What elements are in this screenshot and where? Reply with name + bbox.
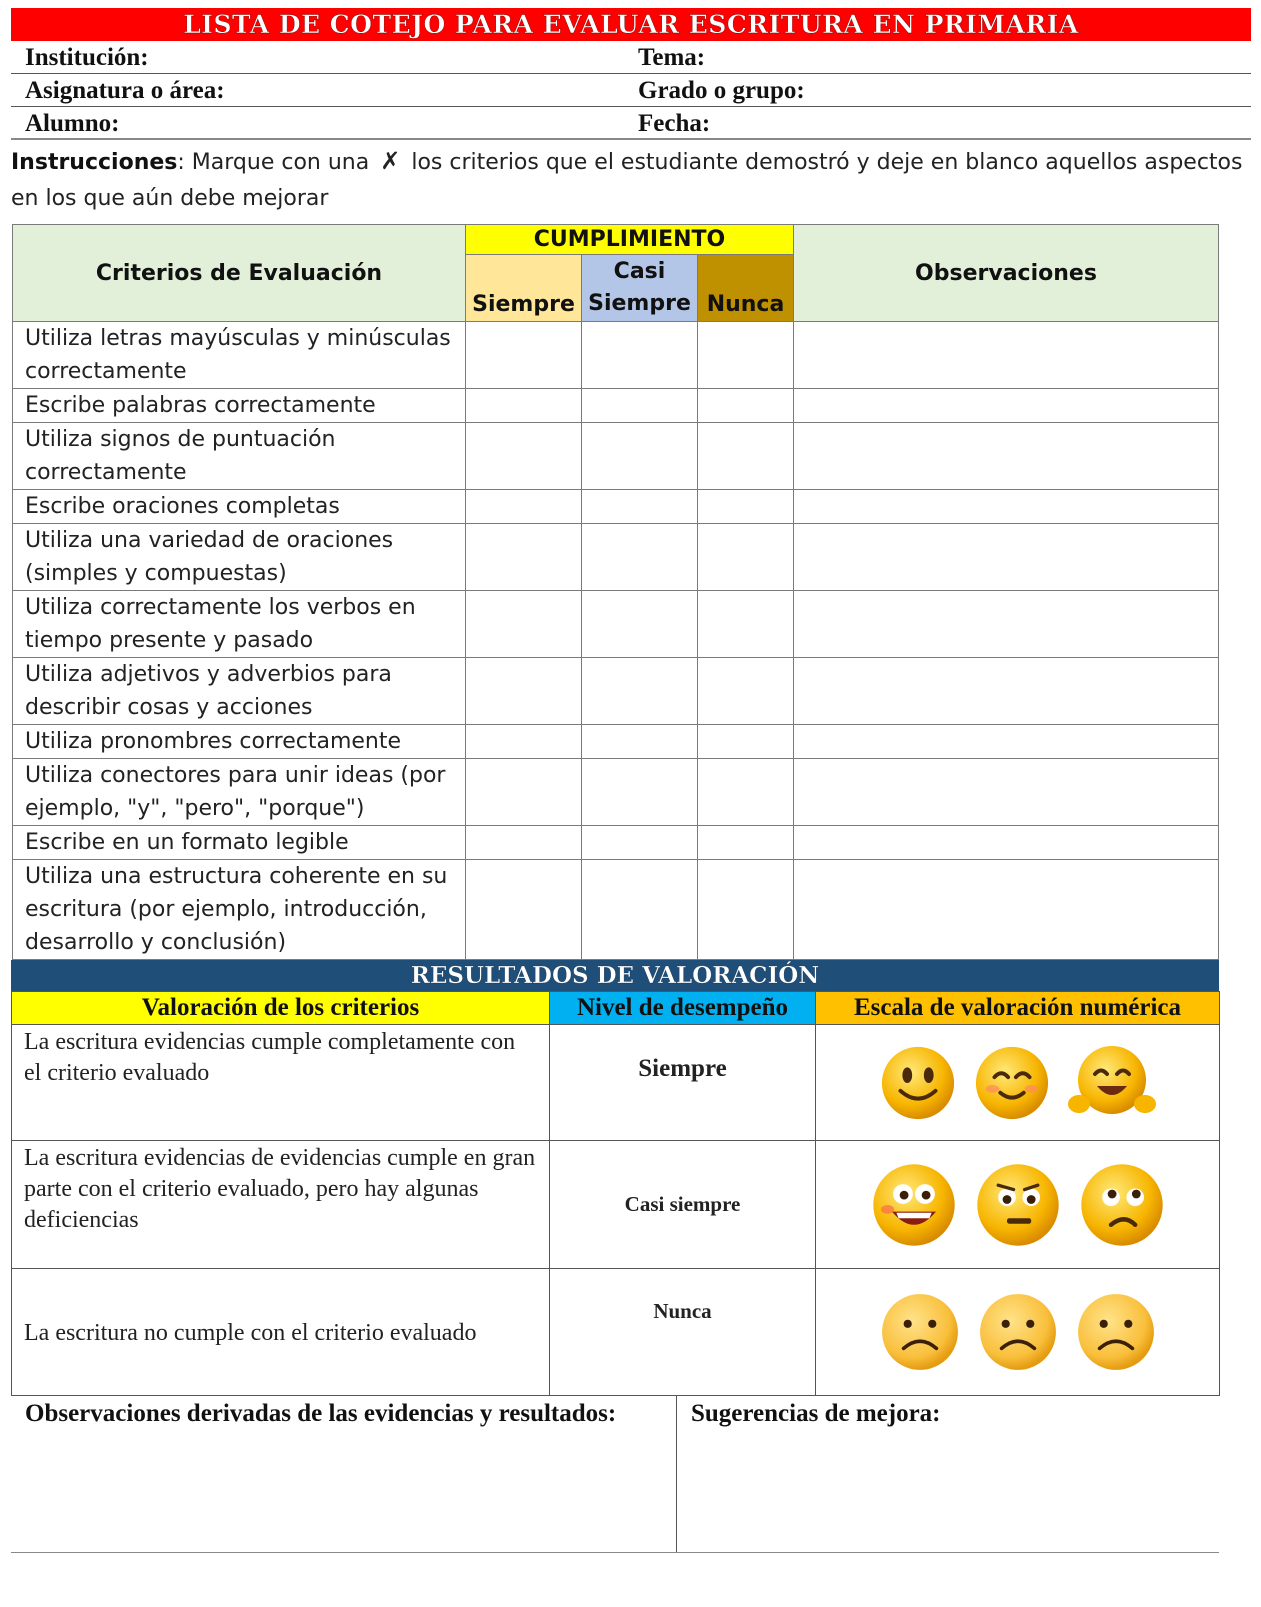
- nunca-cell[interactable]: [698, 524, 794, 591]
- criterion-label: Utiliza una estructura coherente en su escritura (por ejemplo, introducción, desarrollo y conclusión): [13, 860, 466, 960]
- casi-siempre-cell[interactable]: [582, 322, 698, 389]
- info-header: [11, 41, 1251, 140]
- result-row-casi-siempre: [12, 1141, 1220, 1269]
- observaciones-cell[interactable]: [794, 322, 1219, 389]
- criterion-label: Escribe oraciones completas: [13, 490, 466, 524]
- info-row-alumno: [11, 107, 1251, 140]
- siempre-cell[interactable]: [466, 725, 582, 759]
- smiling-face-icon: [879, 1044, 957, 1122]
- criterion-label: Escribe en un formato legible: [13, 826, 466, 860]
- valoracion-header: Valoración de los criterios: [12, 992, 550, 1025]
- casi-siempre-cell[interactable]: [582, 524, 698, 591]
- nunca-cell[interactable]: [698, 860, 794, 960]
- instructions: [11, 140, 1251, 224]
- casi-siempre-cell[interactable]: [582, 725, 698, 759]
- result-row-nunca: [12, 1269, 1220, 1396]
- siempre-cell[interactable]: [466, 322, 582, 389]
- criteria-row: [13, 725, 1219, 759]
- instructions-label: Instrucciones: [11, 150, 178, 175]
- x-mark-icon: ✗: [380, 147, 401, 175]
- observaciones-cell[interactable]: [794, 658, 1219, 725]
- criteria-row: [13, 591, 1219, 658]
- criteria-row: [13, 759, 1219, 826]
- casi-siempre-cell[interactable]: [582, 423, 698, 490]
- cumplimiento-header: CUMPLIMIENTO: [466, 225, 794, 255]
- criteria-row: [13, 389, 1219, 423]
- criterion-label: Utiliza letras mayúsculas y minúsculas correctamente: [13, 322, 466, 389]
- casi-siempre-cell[interactable]: [582, 860, 698, 960]
- casi-siempre-cell[interactable]: [582, 826, 698, 860]
- result-row-siempre: [12, 1025, 1220, 1141]
- siempre-cell[interactable]: [466, 826, 582, 860]
- criterion-label: Utiliza correctamente los verbos en tiempo presente y pasado: [13, 591, 466, 658]
- observaciones-cell[interactable]: [794, 423, 1219, 490]
- document-title: LISTA DE COTEJO PARA EVALUAR ESCRITURA EN PRIMARIA: [11, 8, 1251, 41]
- neutral-face-icon: [974, 1161, 1062, 1249]
- nunca-cell[interactable]: [698, 658, 794, 725]
- results-title: RESULTADOS DE VALORACIÓN: [11, 960, 1219, 991]
- result-level: Siempre: [550, 1025, 816, 1141]
- result-level: Nunca: [550, 1269, 816, 1396]
- criterion-label: Utiliza conectores para unir ideas (por ejemplo, "y", "pero", "porque"): [13, 759, 466, 826]
- nunca-cell[interactable]: [698, 591, 794, 658]
- criterion-label: Utiliza una variedad de oraciones (simples y compuestas): [13, 524, 466, 591]
- casi-siempre-cell[interactable]: [582, 389, 698, 423]
- face-scale: [816, 1141, 1220, 1269]
- criteria-row: [13, 524, 1219, 591]
- siempre-cell[interactable]: [466, 860, 582, 960]
- siempre-cell[interactable]: [466, 591, 582, 658]
- grinning-face-icon: [870, 1161, 958, 1249]
- criterion-label: Utiliza signos de puntuación correctamente: [13, 423, 466, 490]
- nunca-cell[interactable]: [698, 826, 794, 860]
- siempre-cell[interactable]: [466, 490, 582, 524]
- casi-siempre-cell[interactable]: [582, 759, 698, 826]
- casi-siempre-cell[interactable]: [582, 591, 698, 658]
- criteria-row: [13, 860, 1219, 960]
- frowning-face-icon: [977, 1291, 1059, 1373]
- result-level: Casi siempre: [550, 1141, 816, 1269]
- footer-section: [11, 1396, 1219, 1553]
- nunca-cell[interactable]: [698, 322, 794, 389]
- instructions-text-before: : Marque con una: [177, 150, 370, 175]
- criterion-label: Utiliza pronombres correctamente: [13, 725, 466, 759]
- siempre-cell[interactable]: [466, 423, 582, 490]
- institucion-field[interactable]: Institución:: [11, 41, 625, 74]
- alumno-field[interactable]: Alumno:: [11, 107, 625, 140]
- tema-field[interactable]: Tema:: [625, 41, 1251, 74]
- checklist-page: [11, 8, 1251, 1553]
- nunca-cell[interactable]: [698, 423, 794, 490]
- criteria-row: [13, 423, 1219, 490]
- siempre-cell[interactable]: [466, 524, 582, 591]
- observaciones-cell[interactable]: [794, 725, 1219, 759]
- info-row-institucion: [11, 41, 1251, 74]
- frowning-face-icon: [879, 1291, 961, 1373]
- result-description: La escritura no cumple con el criterio evaluado: [12, 1269, 550, 1396]
- asignatura-field[interactable]: Asignatura o área:: [11, 74, 625, 107]
- results-table: [11, 991, 1220, 1396]
- observaciones-cell[interactable]: [794, 826, 1219, 860]
- observaciones-cell[interactable]: [794, 389, 1219, 423]
- results-section: [11, 960, 1219, 1396]
- result-description: La escritura evidencias de evidencias cumple en gran parte con el criterio evaluado, pero hay algunas deficiencias: [12, 1141, 550, 1269]
- escala-header: Escala de valoración numérica: [816, 992, 1220, 1025]
- result-description: La escritura evidencias cumple completamente con el criterio evaluado: [12, 1025, 550, 1141]
- info-row-asignatura: [11, 74, 1251, 107]
- nunca-cell[interactable]: [698, 389, 794, 423]
- face-scale: [816, 1269, 1220, 1396]
- criteria-row: [13, 658, 1219, 725]
- nunca-cell[interactable]: [698, 490, 794, 524]
- criterion-label: Utiliza adjetivos y adverbios para describir cosas y acciones: [13, 658, 466, 725]
- criteria-header: Criterios de Evaluación: [13, 225, 466, 322]
- grado-field[interactable]: Grado o grupo:: [625, 74, 1251, 107]
- siempre-header: Siempre: [466, 255, 582, 322]
- observaciones-cell[interactable]: [794, 759, 1219, 826]
- criteria-row: [13, 322, 1219, 389]
- face-scale: [816, 1025, 1220, 1141]
- frowning-face-icon: [1075, 1291, 1157, 1373]
- criterion-label: Escribe palabras correctamente: [13, 389, 466, 423]
- observaciones-cell[interactable]: [794, 490, 1219, 524]
- siempre-cell[interactable]: [466, 759, 582, 826]
- observaciones-cell[interactable]: [794, 860, 1219, 960]
- nunca-cell[interactable]: [698, 725, 794, 759]
- siempre-cell[interactable]: [466, 658, 582, 725]
- nivel-header: Nivel de desempeño: [550, 992, 816, 1025]
- observaciones-header: Observaciones: [794, 225, 1219, 322]
- sugerencias-field[interactable]: Sugerencias de mejora:: [691, 1400, 941, 1427]
- casi-siempre-cell[interactable]: [582, 658, 698, 725]
- criteria-row: [13, 490, 1219, 524]
- worried-face-icon: [1078, 1161, 1166, 1249]
- criteria-rows: [13, 322, 1219, 960]
- happy-blushing-face-icon: [973, 1044, 1051, 1122]
- observaciones-cell[interactable]: [794, 524, 1219, 591]
- observaciones-footer-field[interactable]: Observaciones derivadas de las evidencias y resultados:: [11, 1396, 677, 1552]
- siempre-cell[interactable]: [466, 389, 582, 423]
- fecha-field[interactable]: Fecha:: [625, 107, 1251, 140]
- hugging-face-icon: [1067, 1042, 1157, 1124]
- instructions-text-after: los criterios que el estudiante demostró y deje en blanco aquellos aspectos en los que aún debe mejorar: [11, 150, 1243, 211]
- criteria-row: [13, 826, 1219, 860]
- nunca-header: Nunca: [698, 255, 794, 322]
- nunca-cell[interactable]: [698, 759, 794, 826]
- criteria-table: [12, 224, 1219, 960]
- casi-siempre-cell[interactable]: [582, 490, 698, 524]
- observaciones-cell[interactable]: [794, 591, 1219, 658]
- casi-siempre-header: Casi Siempre: [582, 255, 698, 322]
